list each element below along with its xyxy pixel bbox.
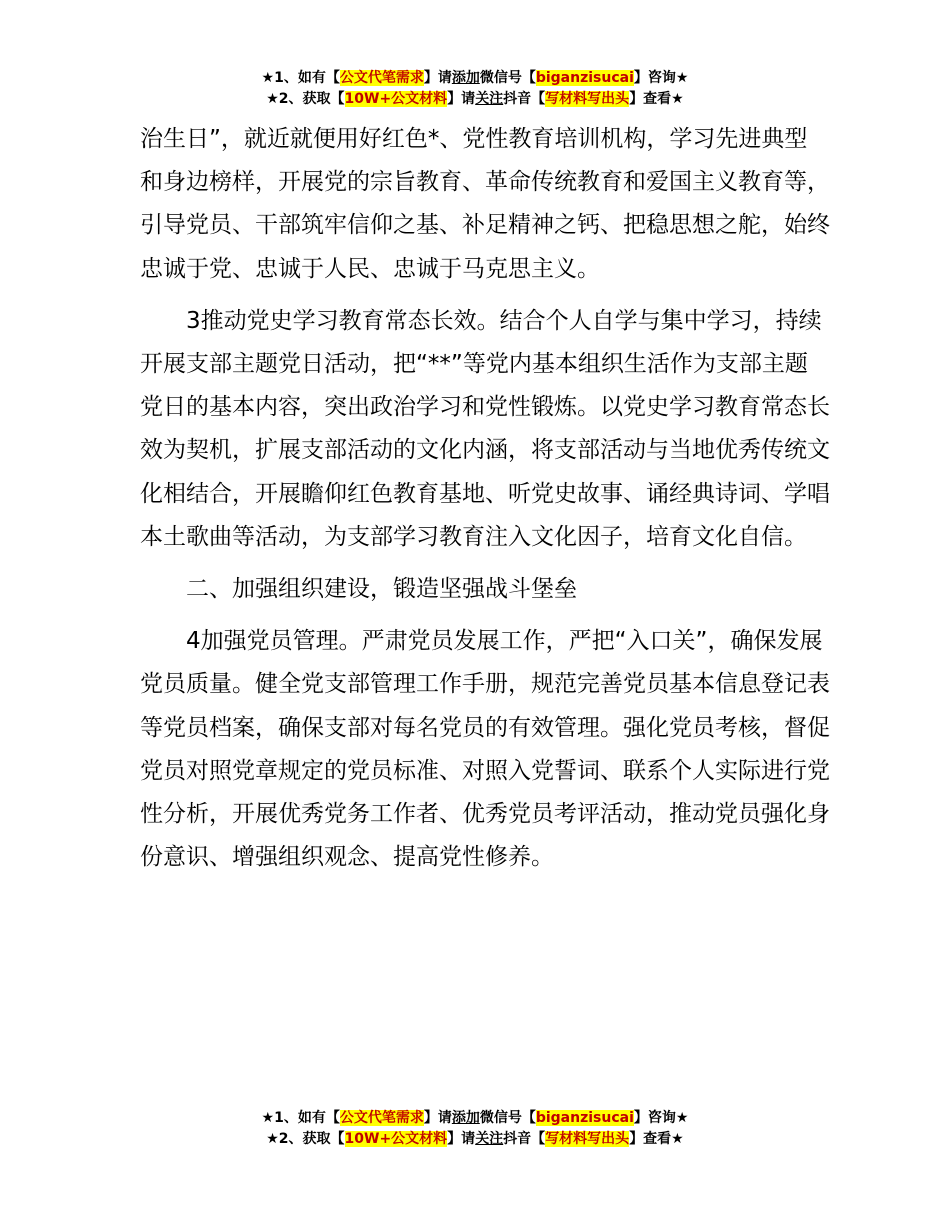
highlight-materials: 10W+公文材料 bbox=[344, 91, 448, 107]
paragraph-item-3: 3推动党史学习教育常态长效。结合个人自学与集中学习，持续开展支部主题党日活动，把“**”等党内基本组织生活作为支部主题党日的基本内容，突出政治学习和党性锻炼。以党史学习教育常态长效为契机，扩展支部活动的文化内涵，将支部活动与当地优秀传统文化相结合，开展瞻仰红色教育基地、听党史故事、诵经典诗词、学唱本土歌曲等活动，为支部学习教育注入文化因子，培育文化自信。 bbox=[140, 307, 830, 550]
section-heading-2: 二、加强组织建设，锻造坚强战斗堡垒 bbox=[186, 576, 577, 603]
paragraph-item-4: 4加强党员管理。严肃党员发展工作，严把“入口关”，确保发展党员质量。健全党支部管理工作手册，规范完善党员基本信息登记表等党员档案，确保支部对每名党员的有效管理。强化党员考核，督促党员对照党章规定的党员标准、对照入党誓词、联系个人实际进行党性分析，开展优秀党务工作者、优秀党员考评活动，推动党员强化身份意识、增强组织观念、提高党性修养。 bbox=[140, 628, 830, 871]
highlight-douyin-account: 写材料写出头 bbox=[545, 1131, 630, 1147]
highlight-douyin-account: 写材料写出头 bbox=[545, 91, 630, 107]
highlight-wechat-id: biganzisucai bbox=[535, 1110, 634, 1126]
highlight-ghostwriting: 公文代笔需求 bbox=[339, 1110, 424, 1126]
header-banner-line-2: ★2、获取【10W+公文材料】请关注抖音【写材料写出头】查看★ bbox=[266, 91, 684, 107]
footer-banner bbox=[0, 1108, 950, 1150]
paragraph-continuation: 治生日”，就近就便用好红色*、党性教育培训机构，学习先进典型和身边榜样，开展党的宗旨教育、革命传统教育和爱国主义教育等，引导党员、干部筑牢信仰之基、补足精神之钙、把稳思想之舵，始终忠诚于党、忠诚于人民、忠诚于马克思主义。 bbox=[140, 126, 830, 282]
header-banner bbox=[0, 68, 950, 110]
header-banner-line-1: ★1、如有【公文代笔需求】请添加微信号【biganzisucai】咨询★ bbox=[261, 70, 689, 86]
footer-banner-line-2: ★2、获取【10W+公文材料】请关注抖音【写材料写出头】查看★ bbox=[266, 1131, 684, 1147]
document-body bbox=[140, 118, 830, 888]
highlight-materials: 10W+公文材料 bbox=[344, 1131, 448, 1147]
footer-banner-line-1: ★1、如有【公文代笔需求】请添加微信号【biganzisucai】咨询★ bbox=[261, 1110, 689, 1126]
highlight-ghostwriting: 公文代笔需求 bbox=[339, 70, 424, 86]
highlight-wechat-id: biganzisucai bbox=[535, 70, 634, 86]
